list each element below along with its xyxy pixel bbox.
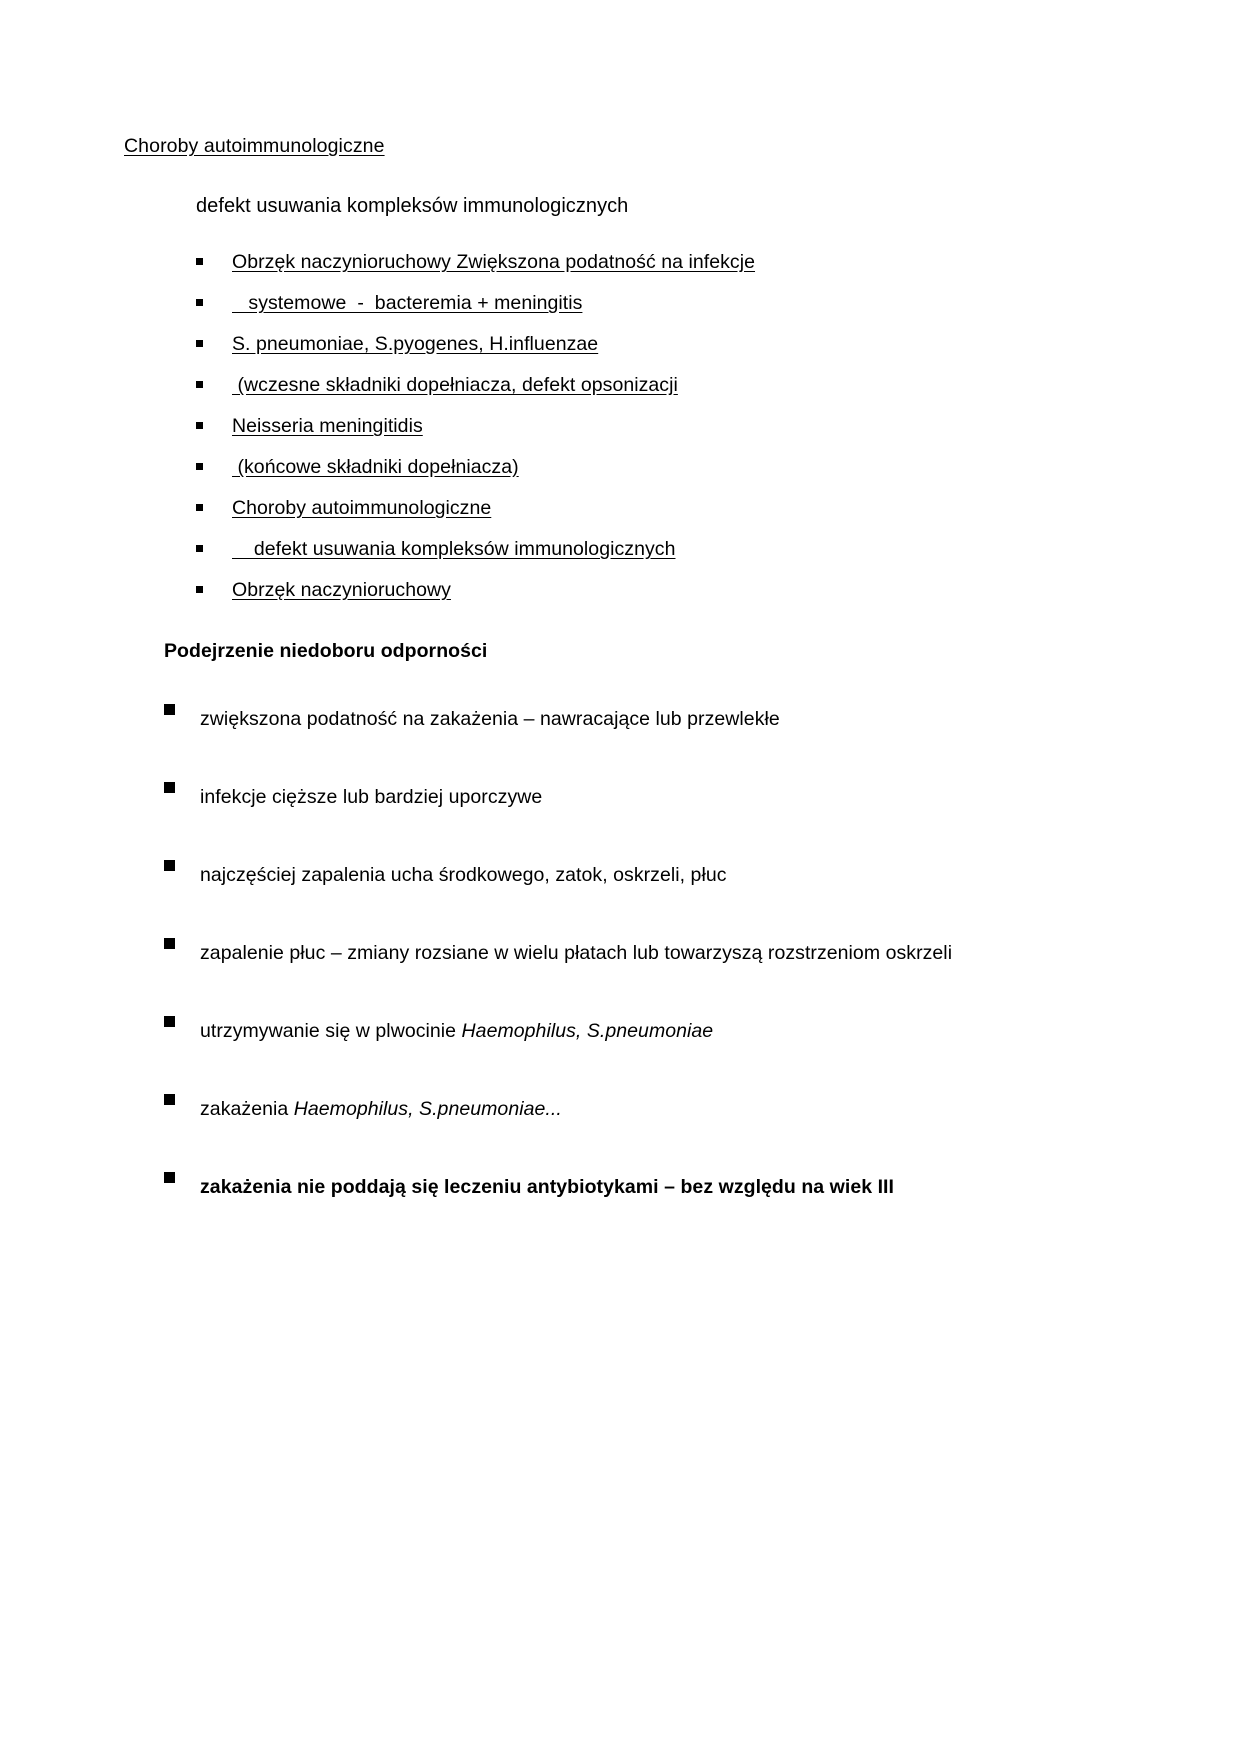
list-item <box>164 931 1174 976</box>
small-square-bullet-icon <box>196 381 203 388</box>
primary-bullet-list <box>196 249 1196 618</box>
filled-square-bullet-icon <box>164 860 175 871</box>
small-square-bullet-icon <box>196 586 203 593</box>
list-item <box>196 454 1196 495</box>
small-square-bullet-icon <box>196 545 203 552</box>
list-item <box>164 697 1174 742</box>
filled-square-bullet-icon <box>164 1094 175 1105</box>
list-item <box>164 775 1174 820</box>
small-square-bullet-icon <box>196 340 203 347</box>
list-item-label: zapalenie płuc – zmiany rozsiane w wielu płatach lub towarzyszą rozstrzeniom oskrzeli <box>200 942 953 964</box>
filled-square-bullet-icon <box>164 938 175 949</box>
list-item-label: Neisseria meningitidis <box>232 415 423 437</box>
list-item-label: zakażenia nie poddają się leczeniu antybiotykami – bez względu na wiek III <box>200 1176 894 1198</box>
list-item-label: Obrzęk naczynioruchowy <box>232 579 451 601</box>
list-item-text-prefix: zakażenia <box>200 1098 294 1120</box>
list-item-label: (końcowe składniki dopełniacza) <box>232 456 519 478</box>
list-item <box>196 372 1196 413</box>
list-item <box>196 536 1196 577</box>
list-item-label: infekcje cięższe lub bardziej uporczywe <box>200 786 543 808</box>
list-item-label <box>200 1009 1174 1054</box>
list-item-label: systemowe - bacteremia + meningitis <box>232 292 583 314</box>
list-item <box>196 249 1196 290</box>
page-title: Choroby autoimmunologiczne <box>124 135 385 157</box>
list-item <box>164 1165 1174 1210</box>
list-item-label: Obrzęk naczynioruchowy Zwiększona podatność na infekcje <box>232 251 756 273</box>
list-item-label: zwiększona podatność na zakażenia – nawracające lub przewlekłe <box>200 708 780 730</box>
list-item-text-italic: Haemophilus, S.pneumoniae <box>461 1020 714 1042</box>
list-item-label: Choroby autoimmunologiczne <box>232 497 492 519</box>
list-item-text-italic: Haemophilus, S.pneumoniae... <box>293 1098 562 1120</box>
list-item-label: (wczesne składniki dopełniacza, defekt opsonizacji <box>232 374 678 396</box>
secondary-bullet-list <box>164 697 1174 1243</box>
list-item <box>196 413 1196 454</box>
small-square-bullet-icon <box>196 258 203 265</box>
list-item <box>164 1009 1174 1054</box>
list-item <box>196 290 1196 331</box>
filled-square-bullet-icon <box>164 704 175 715</box>
small-square-bullet-icon <box>196 299 203 306</box>
list-item-text-prefix: utrzymywanie się w plwocinie <box>200 1020 462 1042</box>
list-item <box>196 495 1196 536</box>
filled-square-bullet-icon <box>164 1016 175 1027</box>
list-item-label: defekt usuwania kompleksów immunologicznych <box>232 538 676 560</box>
list-item-label: najczęściej zapalenia ucha środkowego, zatok, oskrzeli, płuc <box>200 864 727 886</box>
list-item-label: S. pneumoniae, S.pyogenes, H.influenzae <box>232 333 599 355</box>
small-square-bullet-icon <box>196 463 203 470</box>
list-item <box>164 1087 1174 1132</box>
intro-paragraph: defekt usuwania kompleksów immunologicznych <box>196 195 629 217</box>
section-heading: Podejrzenie niedoboru odporności <box>164 640 488 662</box>
list-item <box>164 853 1174 898</box>
small-square-bullet-icon <box>196 422 203 429</box>
list-item-label <box>200 1087 1174 1132</box>
list-item <box>196 331 1196 372</box>
filled-square-bullet-icon <box>164 782 175 793</box>
list-item <box>196 577 1196 618</box>
filled-square-bullet-icon <box>164 1172 175 1183</box>
small-square-bullet-icon <box>196 504 203 511</box>
